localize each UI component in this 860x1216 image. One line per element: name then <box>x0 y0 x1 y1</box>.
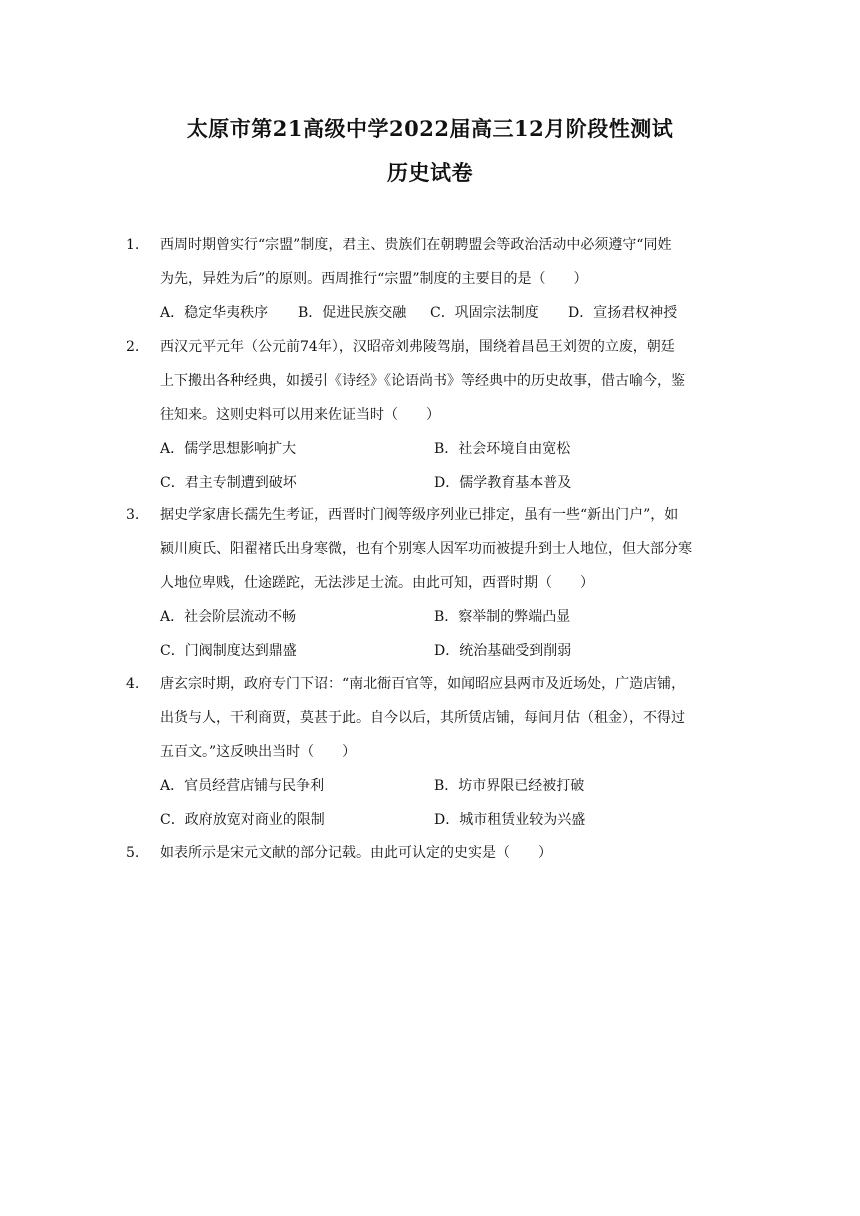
question-stem <box>160 498 730 600</box>
option-a[interactable]: A．儒学思想影响扩大 <box>160 441 297 457</box>
page-title: 太原市第21高级中学2022届高三12月阶段性测试 <box>186 116 674 141</box>
option-a[interactable]: A．官员经营店铺与民争利 <box>160 778 325 794</box>
option-c[interactable]: C．巩固宗法制度 <box>430 305 539 321</box>
stem-line: 唐玄宗时期，政府专门下诏：“南北衙百官等，如闻昭应县两市及近场处，广造店铺， <box>160 676 686 692</box>
option-d[interactable]: D．宣扬君权神授 <box>568 305 678 321</box>
option-c[interactable]: C．门阀制度达到鼎盛 <box>160 643 297 659</box>
option-d[interactable]: D．统治基础受到削弱 <box>434 643 572 659</box>
stem-line: 出货与人，干利商贾，莫甚于此。自今以后，其所赁店铺，每间月估（租金），不得过 <box>160 710 685 726</box>
page-subtitle: 历史试卷 <box>387 160 473 185</box>
question-1 <box>126 228 730 330</box>
option-row <box>160 600 730 634</box>
question-stem <box>160 836 730 870</box>
stem-line: 人地位卑贱，仕途蹉跎，无法涉足士流。由此可知，西晋时期（ ） <box>160 575 594 591</box>
stem-line: 西汉元平元年（公元前74年），汉昭帝刘弗陵驾崩，围绕着昌邑王刘贺的立废，朝廷 <box>160 339 675 355</box>
question-number: 4. <box>126 676 140 692</box>
stem-line: 五百文。”这反映出当时（ ） <box>160 744 357 760</box>
stem-line: 据史学家唐长孺先生考证，西晋时门阀等级序列业已排定，虽有一些“新出门户”，如 <box>160 507 679 523</box>
question-5 <box>126 836 730 870</box>
question-number: 1. <box>126 237 140 253</box>
stem-line: 颍川庾氏、阳翟褚氏出身寒微，也有个别寒人因军功而被提升到士人地位，但大部分寒 <box>160 541 692 557</box>
question-number: 3. <box>126 507 140 523</box>
question-stem <box>160 228 730 296</box>
option-b[interactable]: B．察举制的弊端凸显 <box>434 609 571 625</box>
question-number: 5. <box>126 845 140 861</box>
option-d[interactable]: D．儒学教育基本普及 <box>434 475 572 491</box>
question-number: 2. <box>126 339 140 355</box>
option-b[interactable]: B．促进民族交融 <box>298 305 407 321</box>
question-stem <box>160 667 730 769</box>
stem-line: 为先，异姓为后”的原则。西周推行“宗盟”制度的主要目的是（ ） <box>160 271 588 287</box>
stem-line: 西周时期曾实行“宗盟”制度，君主、贵族们在朝聘盟会等政治活动中必须遵守“同姓 <box>160 237 672 253</box>
stem-line: 往知来。这则史料可以用来佐证当时（ ） <box>160 407 440 423</box>
question-stem <box>160 330 730 432</box>
option-row <box>160 769 730 803</box>
question-2 <box>126 330 730 500</box>
option-row <box>160 432 730 466</box>
option-row <box>160 634 730 668</box>
option-row <box>160 466 730 500</box>
stem-line: 如表所示是宋元文献的部分记载。由此可认定的史实是（ ） <box>160 845 552 861</box>
question-3 <box>126 498 730 668</box>
option-row <box>160 803 730 837</box>
question-4 <box>126 667 730 837</box>
option-row <box>160 296 730 330</box>
option-a[interactable]: A．社会阶层流动不畅 <box>160 609 297 625</box>
option-b[interactable]: B．社会环境自由宽松 <box>434 441 571 457</box>
option-c[interactable]: C．君主专制遭到破坏 <box>160 475 297 491</box>
stem-line: 上下搬出各种经典，如援引《诗经》《论语尚书》等经典中的历史故事，借古喻今，鉴 <box>160 373 685 389</box>
option-d[interactable]: D．城市租赁业较为兴盛 <box>434 812 586 828</box>
option-c[interactable]: C．政府放宽对商业的限制 <box>160 812 325 828</box>
option-b[interactable]: B．坊市界限已经被打破 <box>434 778 585 794</box>
option-a[interactable]: A．稳定华夷秩序 <box>160 305 269 321</box>
